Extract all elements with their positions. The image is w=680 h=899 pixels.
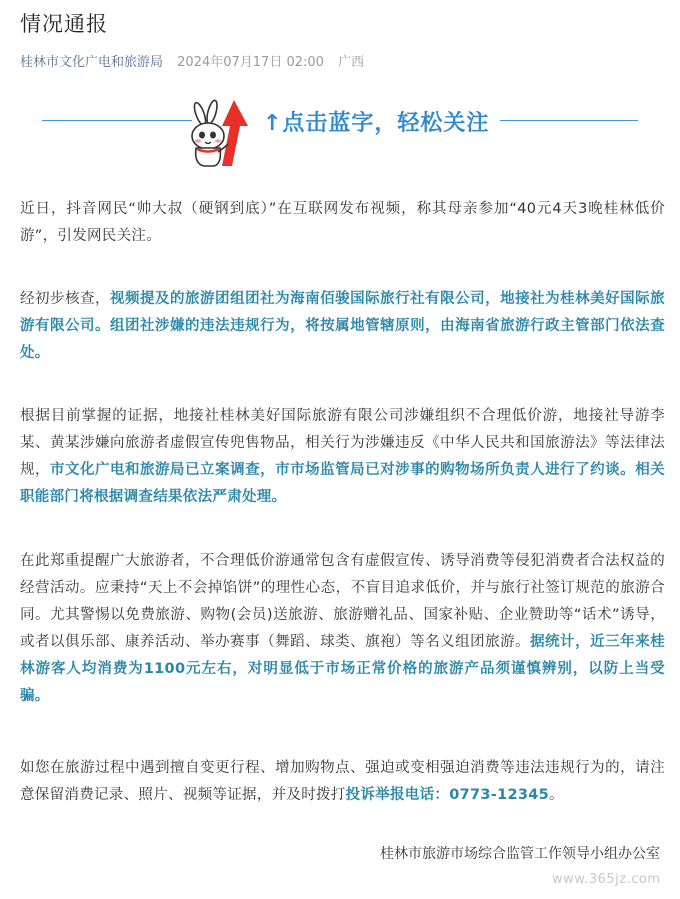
complaint-hotline: 投诉举报电话：0773-12345 <box>345 787 550 803</box>
article-meta <box>20 51 364 70</box>
publish-date: 2024年07月17日 02:00 <box>177 55 324 70</box>
paragraph-evidence-text: 根据目前掌握的证据，地接社桂林美好国际旅游有限公司涉嫌组织不合理低价游，地接社导游李某、黄某涉嫌向旅游者虚假宣传兜售物品，相关行为涉嫌违反《中华人民共和国旅游法》等法律法规， <box>20 408 665 478</box>
paragraph-complaint <box>20 755 665 809</box>
rabbit-with-arrow-icon <box>182 96 258 172</box>
article-title: 情况通报 <box>20 12 108 36</box>
highlight-travel-agencies: 视频提及的旅游团组团社为海南佰骏国际旅行社有限公司，地接社为桂林美好国际旅游有限公司。组团社涉嫌的违法违规行为，将按属地管辖原则，由海南省旅游行政主管部门依法查处。 <box>20 291 665 361</box>
paragraph-verification <box>20 286 665 367</box>
highlight-statistics: 据统计，近三年来桂林游客人均消费为1100元左右，对明显低于市场正常价格的旅游产品须谨慎辨别，以防上当受骗。 <box>20 634 665 704</box>
paragraph-verification-lead: 经初步核查， <box>20 291 111 307</box>
paragraph-complaint-text: 如您在旅游过程中遇到擅自变更行程、增加购物点、强迫或变相强迫消费等违法违规行为的，请注意保留消费记录、照片、视频等证据，并及时拨打 <box>20 760 665 803</box>
banner-divider-left <box>42 120 192 121</box>
paragraph-complaint-end: 。 <box>549 787 564 803</box>
follow-prompt-text[interactable]: ↑点击蓝字，轻松关注 <box>263 111 490 136</box>
paragraph-reminder <box>20 548 665 710</box>
follow-banner[interactable] <box>0 88 680 178</box>
paragraph-evidence <box>20 403 665 511</box>
publish-location: 广西 <box>338 55 365 70</box>
paragraph-reminder-text: 在此郑重提醒广大旅游者，不合理低价游通常包含有虚假宣传、诱导消费等侵犯消费者合法权益的经营活动。应秉持“天上不会掉馅饼”的理性心态，不盲目追求低价，并与旅行社签订规范的旅游合同。尤其警惕以免费旅游、购物(会员)送旅游、旅游赠礼品、国家补贴、企业赞助等“话术”诱导，或者以俱乐部、康养活动、举办赛事（舞蹈、球类、旗袍）等名义组团旅游。 <box>20 553 665 650</box>
paragraph-intro-text: 近日，抖音网民“帅大叔（硬钢到底）”在互联网发布视频，称其母亲参加“40元4天3晚桂林低价游”，引发网民关注。 <box>20 201 665 244</box>
signature-office: 桂林市旅游市场综合监管工作领导小组办公室 <box>380 846 660 862</box>
banner-divider-right <box>500 120 638 121</box>
paragraph-intro <box>20 196 665 250</box>
highlight-investigation: 市文化广电和旅游局已立案调查，市市场监管局已对涉事的购物场所负责人进行了约谈。相关职能部门将根据调查结果依法严肃处理。 <box>20 462 665 505</box>
account-name-link[interactable]: 桂林市文化广电和旅游局 <box>20 55 164 70</box>
watermark-text: www.365jz.com <box>552 872 661 887</box>
